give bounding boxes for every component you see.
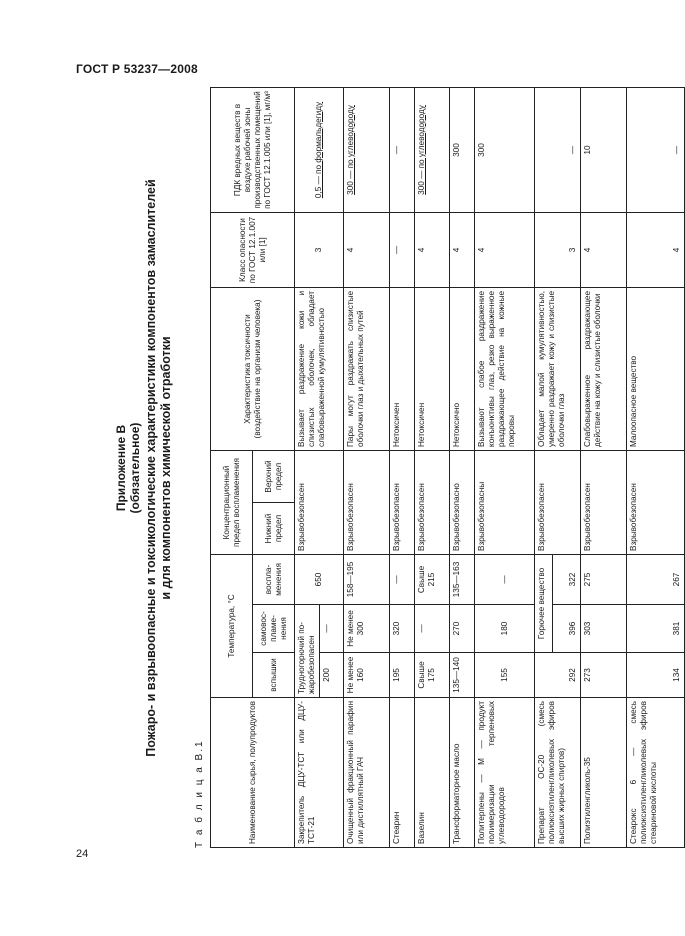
table-row: [390, 87, 415, 847]
cell-name: Политерпены — М — продукт полимеризации терпеновых углеводородов: [475, 698, 535, 848]
cell-toxicity: Обладает малой кумулятивностью, умеренно раздражает кожу и слизистые оболочки глаз: [535, 287, 581, 450]
cell-flash: 273: [581, 653, 627, 698]
cell-ignition: Свыше 215: [415, 554, 450, 604]
cell-concentration: Взрывобезопасен: [295, 450, 344, 554]
cell-pdk-text: 300 — по углеводороду: [417, 105, 426, 195]
column-header-temperature: Температура, °С: [211, 554, 253, 697]
column-header-toxicity: Характеристика токсичности (воздействие на организм человека): [211, 287, 295, 450]
cell-selfignition: 303: [581, 605, 627, 653]
cell-toxicity: Нетоксично: [450, 287, 475, 450]
cell-toxicity: Вызывают слабое раздражение конъюнктивы глаз, резко выраженное раздражающее действие на кожные покровы: [475, 287, 535, 450]
cell-flash: Не менее 160: [344, 653, 390, 698]
cell-ignition: —: [390, 554, 415, 604]
table-title: [144, 88, 174, 848]
cell-ignition: 322: [553, 554, 581, 604]
cell-hazard: 4: [415, 212, 450, 287]
table-row: [627, 87, 685, 847]
cell-hazard: 4: [475, 212, 535, 287]
cell-name: Закрепитель ДЦУ-ТСТ или ДЦУ-ТСТ-21: [295, 698, 344, 848]
cell-name: Стеарокс 6 — смесь полиоксиэтиленгликолевых эфиров стеариновой кислоты: [627, 698, 685, 848]
cell-selfignition: Не менее 300: [344, 605, 390, 653]
cell-name: Полиэтиленгликоль-35: [581, 698, 627, 848]
cell-toxicity: Вызывает раздражение кожи и слизистых оболочек, обладает слабовыраженной кумулятивностью: [295, 287, 344, 450]
table-row: [581, 87, 627, 847]
cell-hazard: 3: [295, 212, 344, 287]
column-header-pdk: ПДК вредных веществ в воздухе рабочей зоны производственных помещений по ГОСТ 12.1.005 или [1], мг/м³: [211, 87, 295, 212]
cell-span-text: Горючее вещество: [535, 554, 553, 652]
characteristics-table: [210, 87, 685, 848]
table-row: [535, 87, 553, 847]
cell-pdk-text: 300 — по углеводороду: [346, 105, 355, 195]
cell-selfignition: 381: [627, 605, 685, 653]
cell-toxicity: Нетоксичен: [415, 287, 450, 450]
table-title-line-1: Пожаро- и взрывоопасные и токсикологические характеристики компонентов замаслителей: [144, 179, 158, 757]
cell-concentration: Взрывобезопасен: [627, 450, 685, 554]
cell-hazard: 4: [450, 212, 475, 287]
cell-name: Очищенный фракционный парафин или дистиллятный ГАЧ: [344, 698, 390, 848]
table-title-line-2: и для компонентов химической отработки: [159, 336, 173, 600]
cell-span-text: Трудногорючий по-жаробезопасен: [295, 605, 320, 698]
cell-selfignition: 270: [450, 605, 475, 653]
cell-selfignition: 180: [475, 605, 535, 653]
table-row: [450, 87, 475, 847]
cell-ignition: 267: [627, 554, 685, 604]
cell-pdk: 10: [581, 87, 627, 212]
cell-concentration: Взрывобезопасен: [535, 450, 581, 554]
column-header-concentration: Концентрационный предел воспламенения: [211, 450, 253, 554]
column-header-flash: вспышки: [253, 653, 295, 698]
cell-hazard: 4: [627, 212, 685, 287]
cell-selfignition: —: [320, 605, 344, 653]
cell-ignition: —: [475, 554, 535, 604]
cell-flash: 135—140: [450, 653, 475, 698]
column-header-hazard-class: Класс опасности по ГОСТ 12.1.007 или [1]: [211, 212, 295, 287]
cell-pdk: —: [390, 87, 415, 212]
cell-selfignition: 320: [390, 605, 415, 653]
cell-flash: 134: [627, 653, 685, 698]
cell-pdk: 300: [450, 87, 475, 212]
cell-hazard: 4: [581, 212, 627, 287]
page-number: 24: [76, 848, 89, 860]
cell-name: Вазелин: [415, 698, 450, 848]
cell-ignition: 650: [295, 554, 344, 604]
cell-ignition: 158—195: [344, 554, 390, 604]
column-header-selfignition: самовос-пламе-нения: [253, 605, 295, 653]
cell-hazard: —: [390, 212, 415, 287]
cell-name: Трансформаторное масло: [450, 698, 475, 848]
cell-pdk: [344, 87, 390, 212]
column-header-upper-limit: Верхний предел: [253, 450, 295, 502]
cell-flash: 200: [320, 653, 344, 698]
cell-toxicity: Нетоксичен: [390, 287, 415, 450]
cell-concentration: Взрывобезопасен: [415, 450, 450, 554]
cell-concentration: Взрывобезопасны: [475, 450, 535, 554]
table-row: [295, 87, 320, 847]
cell-hazard: 4: [344, 212, 390, 287]
cell-concentration: Взрывобезопасно: [450, 450, 475, 554]
column-header-lower-limit: Нижний предел: [253, 502, 295, 554]
appendix-heading: [114, 88, 142, 848]
cell-name: Препарат ОС-20 (смесь полиоксиэтиленгликолевых эфиров высших жирных спиртов): [535, 698, 581, 848]
cell-flash: 155: [475, 653, 535, 698]
cell-selfignition: 396: [553, 605, 581, 653]
cell-concentration: Взрывобезопасен: [390, 450, 415, 554]
cell-ignition: 135—163: [450, 554, 475, 604]
rotated-page-content: [110, 88, 680, 848]
document-header: ГОСТ Р 53237—2008: [76, 62, 198, 76]
appendix-title: Приложение В: [114, 424, 128, 512]
cell-selfignition: —: [415, 605, 450, 653]
table-row: [344, 87, 390, 847]
cell-concentration: Взрывобезопасен: [581, 450, 627, 554]
table-row: [475, 87, 535, 847]
column-header-name: Наименование сырья, полупродуктов: [211, 698, 295, 848]
table-label: Т а б л и ц а В.1: [194, 739, 205, 848]
cell-toxicity: Пары могут раздражать слизистые оболочки глаз и дыхательных путей: [344, 287, 390, 450]
cell-flash: 195: [390, 653, 415, 698]
column-header-ignition: воспла-менения: [253, 554, 295, 604]
cell-pdk: 300: [475, 87, 535, 212]
cell-concentration: Взрывобезопасен: [344, 450, 390, 554]
cell-toxicity: Малоопасное вещество: [627, 287, 685, 450]
appendix-status: (обязательное): [128, 422, 142, 514]
cell-pdk-text: 0,5 — по формальдегиду: [314, 101, 323, 199]
cell-flash: Свыше 175: [415, 653, 450, 698]
cell-pdk: [415, 87, 450, 212]
cell-pdk: [295, 87, 344, 212]
table-row: [415, 87, 450, 847]
cell-toxicity: Слабовыраженное раздражающее действие на кожу и слизистые оболочки: [581, 287, 627, 450]
cell-pdk: —: [535, 87, 581, 212]
cell-flash: 292: [553, 653, 581, 698]
cell-flash-empty: [535, 653, 553, 698]
cell-name: Стеарин: [390, 698, 415, 848]
cell-ignition: 275: [581, 554, 627, 604]
cell-hazard: 3: [535, 212, 581, 287]
cell-pdk: —: [627, 87, 685, 212]
